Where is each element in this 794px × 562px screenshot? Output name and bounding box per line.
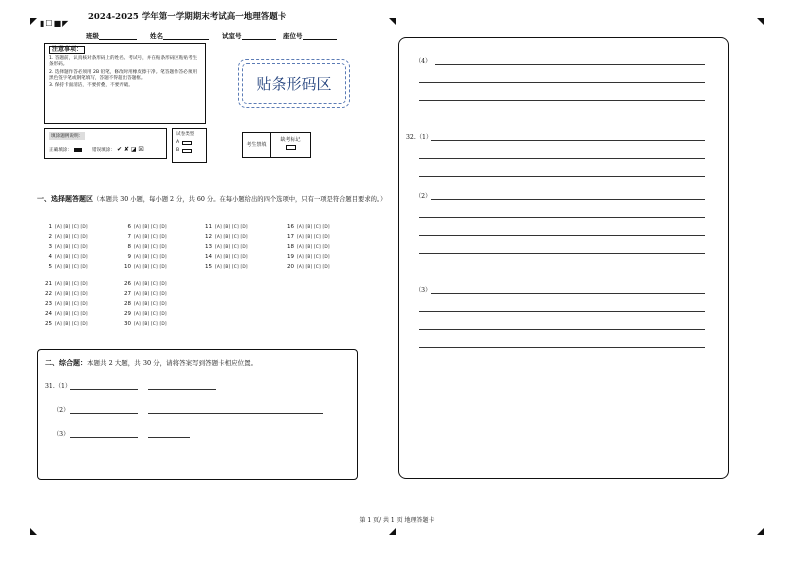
absent-box: [242, 132, 311, 158]
answer-line[interactable]: [431, 293, 705, 294]
mcq-options[interactable]: [A] [B] [C] [D]: [134, 302, 167, 307]
mcq-number: 24: [45, 311, 52, 317]
correct-fill-label: 正确填涂：: [49, 147, 72, 153]
answer-line[interactable]: [419, 158, 705, 159]
answer-line[interactable]: [419, 217, 705, 218]
mcq-options[interactable]: [A] [B] [C] [D]: [215, 235, 248, 240]
corner-mark-bottom-mid: [389, 528, 396, 535]
paper-type-b[interactable]: [176, 148, 203, 153]
mcq-question-2[interactable]: [43, 234, 88, 240]
section1-title: 一、选择题答题区: [37, 194, 93, 203]
registration-marks: ▮☐■◤: [40, 19, 70, 28]
answer-line[interactable]: [419, 176, 705, 177]
mcq-question-27[interactable]: [122, 291, 167, 297]
mcq-number: 13: [205, 244, 212, 250]
mcq-options[interactable]: [A] [B] [C] [D]: [55, 265, 88, 270]
section2-box: [37, 349, 358, 480]
fill-example-title: 填涂题例说明：: [51, 134, 84, 139]
mcq-question-29[interactable]: [122, 311, 167, 317]
mcq-number: 17: [287, 234, 294, 240]
mcq-options[interactable]: [A] [B] [C] [D]: [297, 265, 330, 270]
name-label: 姓名: [150, 32, 163, 40]
section2-desc: 本题共 2 大题，共 30 分，请将答案写到答题卡相应位置。: [87, 359, 258, 367]
mcq-number: 9: [127, 254, 131, 260]
corner-mark-top-left: [30, 18, 37, 25]
answer-line[interactable]: [431, 199, 705, 200]
answer-line[interactable]: [419, 347, 705, 348]
mcq-options[interactable]: [A] [B] [C] [D]: [215, 265, 248, 270]
absent-left-label: 考生禁填: [243, 133, 271, 157]
correct-fill-mark: [74, 148, 82, 152]
mcq-number: 21: [45, 281, 52, 287]
mcq-options[interactable]: [A] [B] [C] [D]: [134, 225, 167, 230]
q31-3-label: （3）: [53, 431, 70, 438]
class-label: 班级: [86, 32, 99, 40]
mcq-question-6[interactable]: [122, 224, 167, 230]
mcq-options[interactable]: [A] [B] [C] [D]: [297, 255, 330, 260]
name-field: [150, 31, 209, 40]
seat-label: 座位号: [283, 32, 303, 40]
mcq-question-5[interactable]: [43, 264, 88, 270]
mcq-question-8[interactable]: [122, 244, 167, 250]
mcq-options[interactable]: [A] [B] [C] [D]: [134, 245, 167, 250]
mcq-question-13[interactable]: [203, 244, 248, 250]
absent-mark-label: 缺考标记: [280, 137, 301, 143]
mcq-number: 29: [124, 311, 131, 317]
seat-field: [283, 31, 337, 40]
mcq-number: 7: [127, 234, 131, 240]
answer-line[interactable]: [419, 100, 705, 101]
mcq-number: 20: [287, 264, 294, 270]
corner-mark-bottom-left: [30, 528, 37, 535]
mcq-number: 2: [48, 234, 52, 240]
answer-line[interactable]: [419, 82, 705, 83]
wrong-fill-marks: ✔ ✘ ◪ ☒: [116, 146, 144, 153]
mcq-options[interactable]: [A] [B] [C] [D]: [55, 225, 88, 230]
notice-item: 1. 答题前，认真核对条形码上的姓名、考试号，并在贴条形码区粘贴考生条形码。: [49, 56, 198, 68]
mcq-options[interactable]: [A] [B] [C] [D]: [55, 282, 88, 287]
mcq-number: 11: [205, 224, 212, 230]
mcq-options[interactable]: [A] [B] [C] [D]: [134, 292, 167, 297]
mcq-question-30[interactable]: [122, 321, 167, 327]
corner-mark-top-right: [757, 18, 764, 25]
mcq-number: 5: [48, 264, 52, 270]
fill-example-box: [44, 128, 167, 159]
paper-type-a-bubble[interactable]: [182, 141, 192, 145]
mcq-question-19[interactable]: [285, 254, 330, 260]
section2-header: [45, 358, 257, 368]
paper-type-a[interactable]: [176, 140, 203, 145]
answer-line[interactable]: [70, 389, 138, 390]
paper-type-a-label: A: [176, 140, 180, 145]
mcq-question-17[interactable]: [285, 234, 330, 240]
mcq-number: 16: [287, 224, 294, 230]
mcq-question-24[interactable]: [43, 311, 88, 317]
q32-3-label: （3）: [415, 287, 432, 294]
paper-type-box: [172, 128, 207, 163]
mcq-question-10[interactable]: [122, 264, 167, 270]
answer-line[interactable]: [419, 253, 705, 254]
section1-desc: （本题共 30 小题，每小题 2 分，共 60 分。在每小题给出的四个选项中，只有一项是符合题目要求的。）: [93, 196, 387, 203]
mcq-options[interactable]: [A] [B] [C] [D]: [55, 235, 88, 240]
page-footer: 第 1 页/ 共 1 页 地理答题卡: [359, 517, 435, 524]
class-input-line[interactable]: [99, 32, 137, 40]
seat-input-line[interactable]: [303, 32, 337, 40]
q31-2-label: （2）: [53, 407, 70, 414]
corner-mark-bottom-right: [757, 528, 764, 535]
notice-box: [44, 43, 206, 124]
mcq-number: 25: [45, 321, 52, 327]
mcq-options[interactable]: [A] [B] [C] [D]: [55, 302, 88, 307]
answer-line[interactable]: [435, 64, 705, 65]
mcq-number: 15: [205, 264, 212, 270]
mcq-question-7[interactable]: [122, 234, 167, 240]
paper-type-title: 试卷类型: [176, 132, 195, 137]
mcq-question-18[interactable]: [285, 244, 330, 250]
section2-title: 二、综合题：: [45, 358, 87, 367]
answer-line[interactable]: [431, 140, 705, 141]
mcq-number: 3: [48, 244, 52, 250]
room-input-line[interactable]: [242, 32, 276, 40]
name-input-line[interactable]: [163, 32, 209, 40]
mcq-question-20[interactable]: [285, 264, 330, 270]
room-field: [222, 31, 276, 40]
barcode-area: [238, 59, 350, 108]
absent-mark-area[interactable]: [271, 133, 310, 157]
mcq-number: 18: [287, 244, 294, 250]
room-label: 试室号: [222, 32, 242, 40]
mcq-number: 4: [48, 254, 52, 260]
q32-2-label: （2）: [415, 193, 432, 200]
notice-item: 2. 选择题作答必须用 2B 铅笔，修改时用橡皮擦干净。笔答题作答必须用黑色签字笔或钢笔填写，答题不得超出答题框。: [49, 69, 198, 81]
answer-line[interactable]: [419, 235, 705, 236]
mcq-options[interactable]: [A] [B] [C] [D]: [55, 255, 88, 260]
mcq-number: 12: [205, 234, 212, 240]
mcq-question-16[interactable]: [285, 224, 330, 230]
section1-header: [37, 194, 397, 204]
mcq-question-21[interactable]: [43, 281, 88, 287]
notice-title: 注意事项：: [49, 46, 85, 54]
q32-1-label: 32.（1）: [406, 134, 433, 141]
mcq-options[interactable]: [A] [B] [C] [D]: [134, 265, 167, 270]
answer-line[interactable]: [148, 437, 190, 438]
mcq-options[interactable]: [A] [B] [C] [D]: [134, 235, 167, 240]
q31-4-label: （4）: [415, 58, 432, 65]
mcq-question-12[interactable]: [203, 234, 248, 240]
mcq-question-14[interactable]: [203, 254, 248, 260]
mcq-question-23[interactable]: [43, 301, 88, 307]
wrong-fill-label: 错误填涂：: [91, 147, 115, 153]
mcq-options[interactable]: [A] [B] [C] [D]: [55, 292, 88, 297]
mcq-question-1[interactable]: [43, 224, 88, 230]
mcq-number: 30: [124, 321, 131, 327]
mcq-number: 10: [124, 264, 131, 270]
mcq-options[interactable]: [A] [B] [C] [D]: [55, 245, 88, 250]
mcq-question-28[interactable]: [122, 301, 167, 307]
mcq-options[interactable]: [A] [B] [C] [D]: [55, 322, 88, 327]
q31-1-label: 31.（1）: [45, 383, 72, 390]
mcq-question-3[interactable]: [43, 244, 88, 250]
mcq-question-4[interactable]: [43, 254, 88, 260]
answer-line[interactable]: [419, 329, 705, 330]
mcq-number: 8: [127, 244, 131, 250]
paper-type-b-bubble[interactable]: [182, 149, 192, 153]
mcq-options[interactable]: [A] [B] [C] [D]: [134, 312, 167, 317]
mcq-number: 28: [124, 301, 131, 307]
mcq-options[interactable]: [A] [B] [C] [D]: [215, 225, 248, 230]
mcq-number: 6: [127, 224, 131, 230]
notice-item: 3. 保持卡面清洁，不要折叠，不要弄破。: [49, 83, 133, 89]
mcq-number: 27: [124, 291, 131, 297]
mcq-question-15[interactable]: [203, 264, 248, 270]
mcq-number: 19: [287, 254, 294, 260]
mcq-options[interactable]: [A] [B] [C] [D]: [215, 245, 248, 250]
mcq-options[interactable]: [A] [B] [C] [D]: [134, 255, 167, 260]
absent-mark-bubble[interactable]: [286, 145, 296, 150]
mcq-question-26[interactable]: [122, 281, 167, 287]
mcq-number: 23: [45, 301, 52, 307]
mcq-question-11[interactable]: [203, 224, 248, 230]
mcq-question-22[interactable]: [43, 291, 88, 297]
mcq-options[interactable]: [A] [B] [C] [D]: [215, 255, 248, 260]
answer-line[interactable]: [148, 413, 323, 414]
mcq-number: 1: [48, 224, 52, 230]
mcq-number: 14: [205, 254, 212, 260]
answer-line[interactable]: [70, 413, 138, 414]
mcq-options[interactable]: [A] [B] [C] [D]: [297, 245, 330, 250]
mcq-number: 26: [124, 281, 131, 287]
barcode-label: 贴条形码区: [242, 63, 346, 104]
mcq-question-9[interactable]: [122, 254, 167, 260]
mcq-options[interactable]: [A] [B] [C] [D]: [55, 312, 88, 317]
corner-mark-top-mid: [389, 18, 396, 25]
answer-panel-right: [398, 37, 729, 479]
mcq-options[interactable]: [A] [B] [C] [D]: [134, 282, 167, 287]
class-field: [86, 31, 137, 40]
mcq-number: 22: [45, 291, 52, 297]
mcq-options[interactable]: [A] [B] [C] [D]: [297, 225, 330, 230]
page-title: 2024-2025 学年第一学期期末考试高一地理答题卡: [88, 12, 287, 22]
mcq-options[interactable]: [A] [B] [C] [D]: [297, 235, 330, 240]
mcq-question-25[interactable]: [43, 321, 88, 327]
answer-line[interactable]: [148, 389, 216, 390]
mcq-options[interactable]: [A] [B] [C] [D]: [134, 322, 167, 327]
answer-line[interactable]: [70, 437, 138, 438]
answer-line[interactable]: [419, 311, 705, 312]
paper-type-b-label: B: [176, 148, 180, 153]
